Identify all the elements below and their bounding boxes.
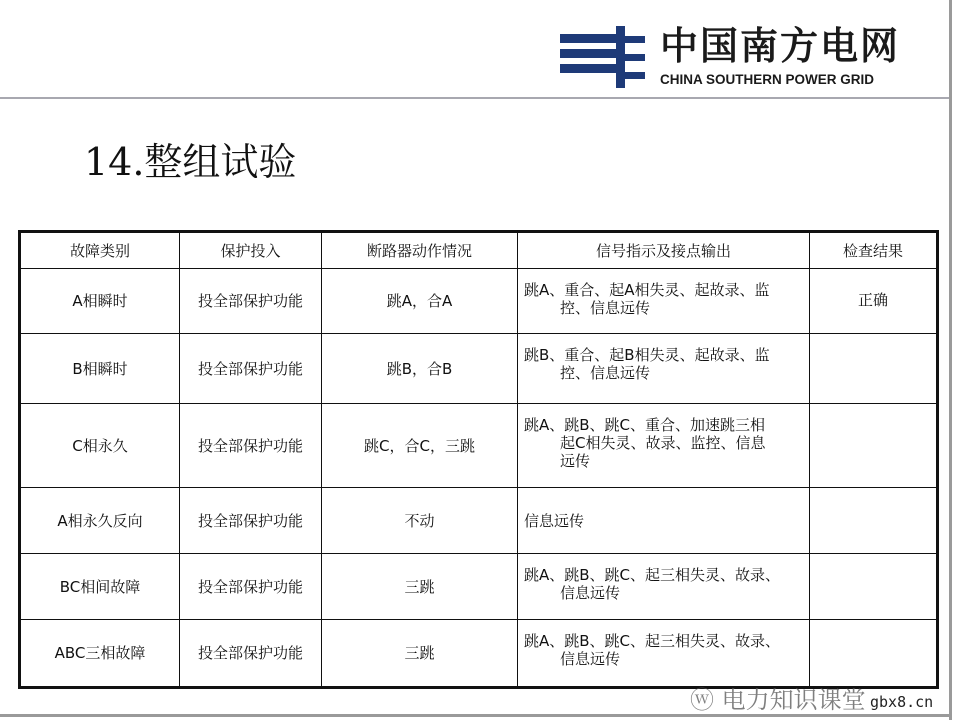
- table-row: [20, 334, 938, 404]
- table-row: [20, 620, 938, 688]
- signal-line: 跳A、重合、起A相失灵、起故录、监: [524, 281, 770, 299]
- check-result: [810, 404, 938, 488]
- check-result: [810, 554, 938, 620]
- signal-output: [518, 554, 810, 620]
- fault-type: BC相间故障: [20, 554, 180, 620]
- fault-type: ABC三相故障: [20, 620, 180, 688]
- signal-output: [518, 404, 810, 488]
- table-row: [20, 269, 938, 334]
- watermark-site: gbx8.cn: [870, 693, 934, 711]
- signal-line: 控、信息远传: [560, 364, 651, 382]
- signal-output: [518, 334, 810, 404]
- signal-output: [518, 620, 810, 688]
- signal-line: 控、信息远传: [560, 299, 651, 317]
- signal-output: [518, 488, 810, 554]
- breaker-action: 不动: [322, 488, 518, 554]
- logo-emblem-icon: [560, 22, 650, 92]
- table-row: [20, 404, 938, 488]
- signal-line: 起C相失灵、故录、监控、信息: [560, 434, 766, 452]
- watermark: ⓦ 电力知识课堂: [690, 686, 866, 714]
- check-result: [810, 488, 938, 554]
- protection: 投全部保护功能: [180, 554, 322, 620]
- watermark-name: 电力知识课堂: [721, 686, 866, 714]
- slide-title: 14.整组试验: [84, 140, 297, 184]
- header-divider: [0, 97, 950, 99]
- table-row: [20, 488, 938, 554]
- col-header: 保护投入: [180, 232, 322, 269]
- check-result: [810, 620, 938, 688]
- signal-line: 跳A、跳B、跳C、起三相失灵、故录、: [524, 632, 781, 650]
- col-header: 故障类别: [20, 232, 180, 269]
- table-header-row: [20, 232, 938, 269]
- fault-type: C相永久: [20, 404, 180, 488]
- protection: 投全部保护功能: [180, 404, 322, 488]
- signal-line: 信息远传: [560, 584, 621, 602]
- test-table: [18, 230, 939, 689]
- frame-border: [949, 0, 952, 720]
- protection: 投全部保护功能: [180, 334, 322, 404]
- col-header: 断路器动作情况: [322, 232, 518, 269]
- logo-text-cn: 中国南方电网: [660, 24, 901, 68]
- protection: 投全部保护功能: [180, 269, 322, 334]
- check-result: [810, 334, 938, 404]
- fault-type: A相永久反向: [20, 488, 180, 554]
- logo-text-en: CHINA SOUTHERN POWER GRID: [660, 72, 875, 87]
- table-row: [20, 554, 938, 620]
- protection: 投全部保护功能: [180, 620, 322, 688]
- china-southern-power-grid-logo: [560, 22, 940, 92]
- signal-output: [518, 269, 810, 334]
- signal-line: 信息远传: [524, 511, 585, 530]
- check-result: 正确: [810, 269, 938, 334]
- col-header: 检查结果: [810, 232, 938, 269]
- protection: 投全部保护功能: [180, 488, 322, 554]
- breaker-action: 跳B，合B: [322, 334, 518, 404]
- breaker-action: 三跳: [322, 554, 518, 620]
- fault-type: B相瞬时: [20, 334, 180, 404]
- col-header: 信号指示及接点输出: [518, 232, 810, 269]
- breaker-action: 跳C，合C，三跳: [322, 404, 518, 488]
- fault-type: A相瞬时: [20, 269, 180, 334]
- breaker-action: 三跳: [322, 620, 518, 688]
- frame-border: [0, 714, 952, 717]
- signal-line: 跳A、跳B、跳C、起三相失灵、故录、: [524, 566, 781, 584]
- signal-line: 跳B、重合、起B相失灵、起故录、监: [524, 346, 770, 364]
- signal-line: 远传: [560, 452, 591, 470]
- breaker-action: 跳A，合A: [322, 269, 518, 334]
- signal-line: 信息远传: [560, 650, 621, 668]
- signal-line: 跳A、跳B、跳C、重合、加速跳三相: [524, 416, 766, 434]
